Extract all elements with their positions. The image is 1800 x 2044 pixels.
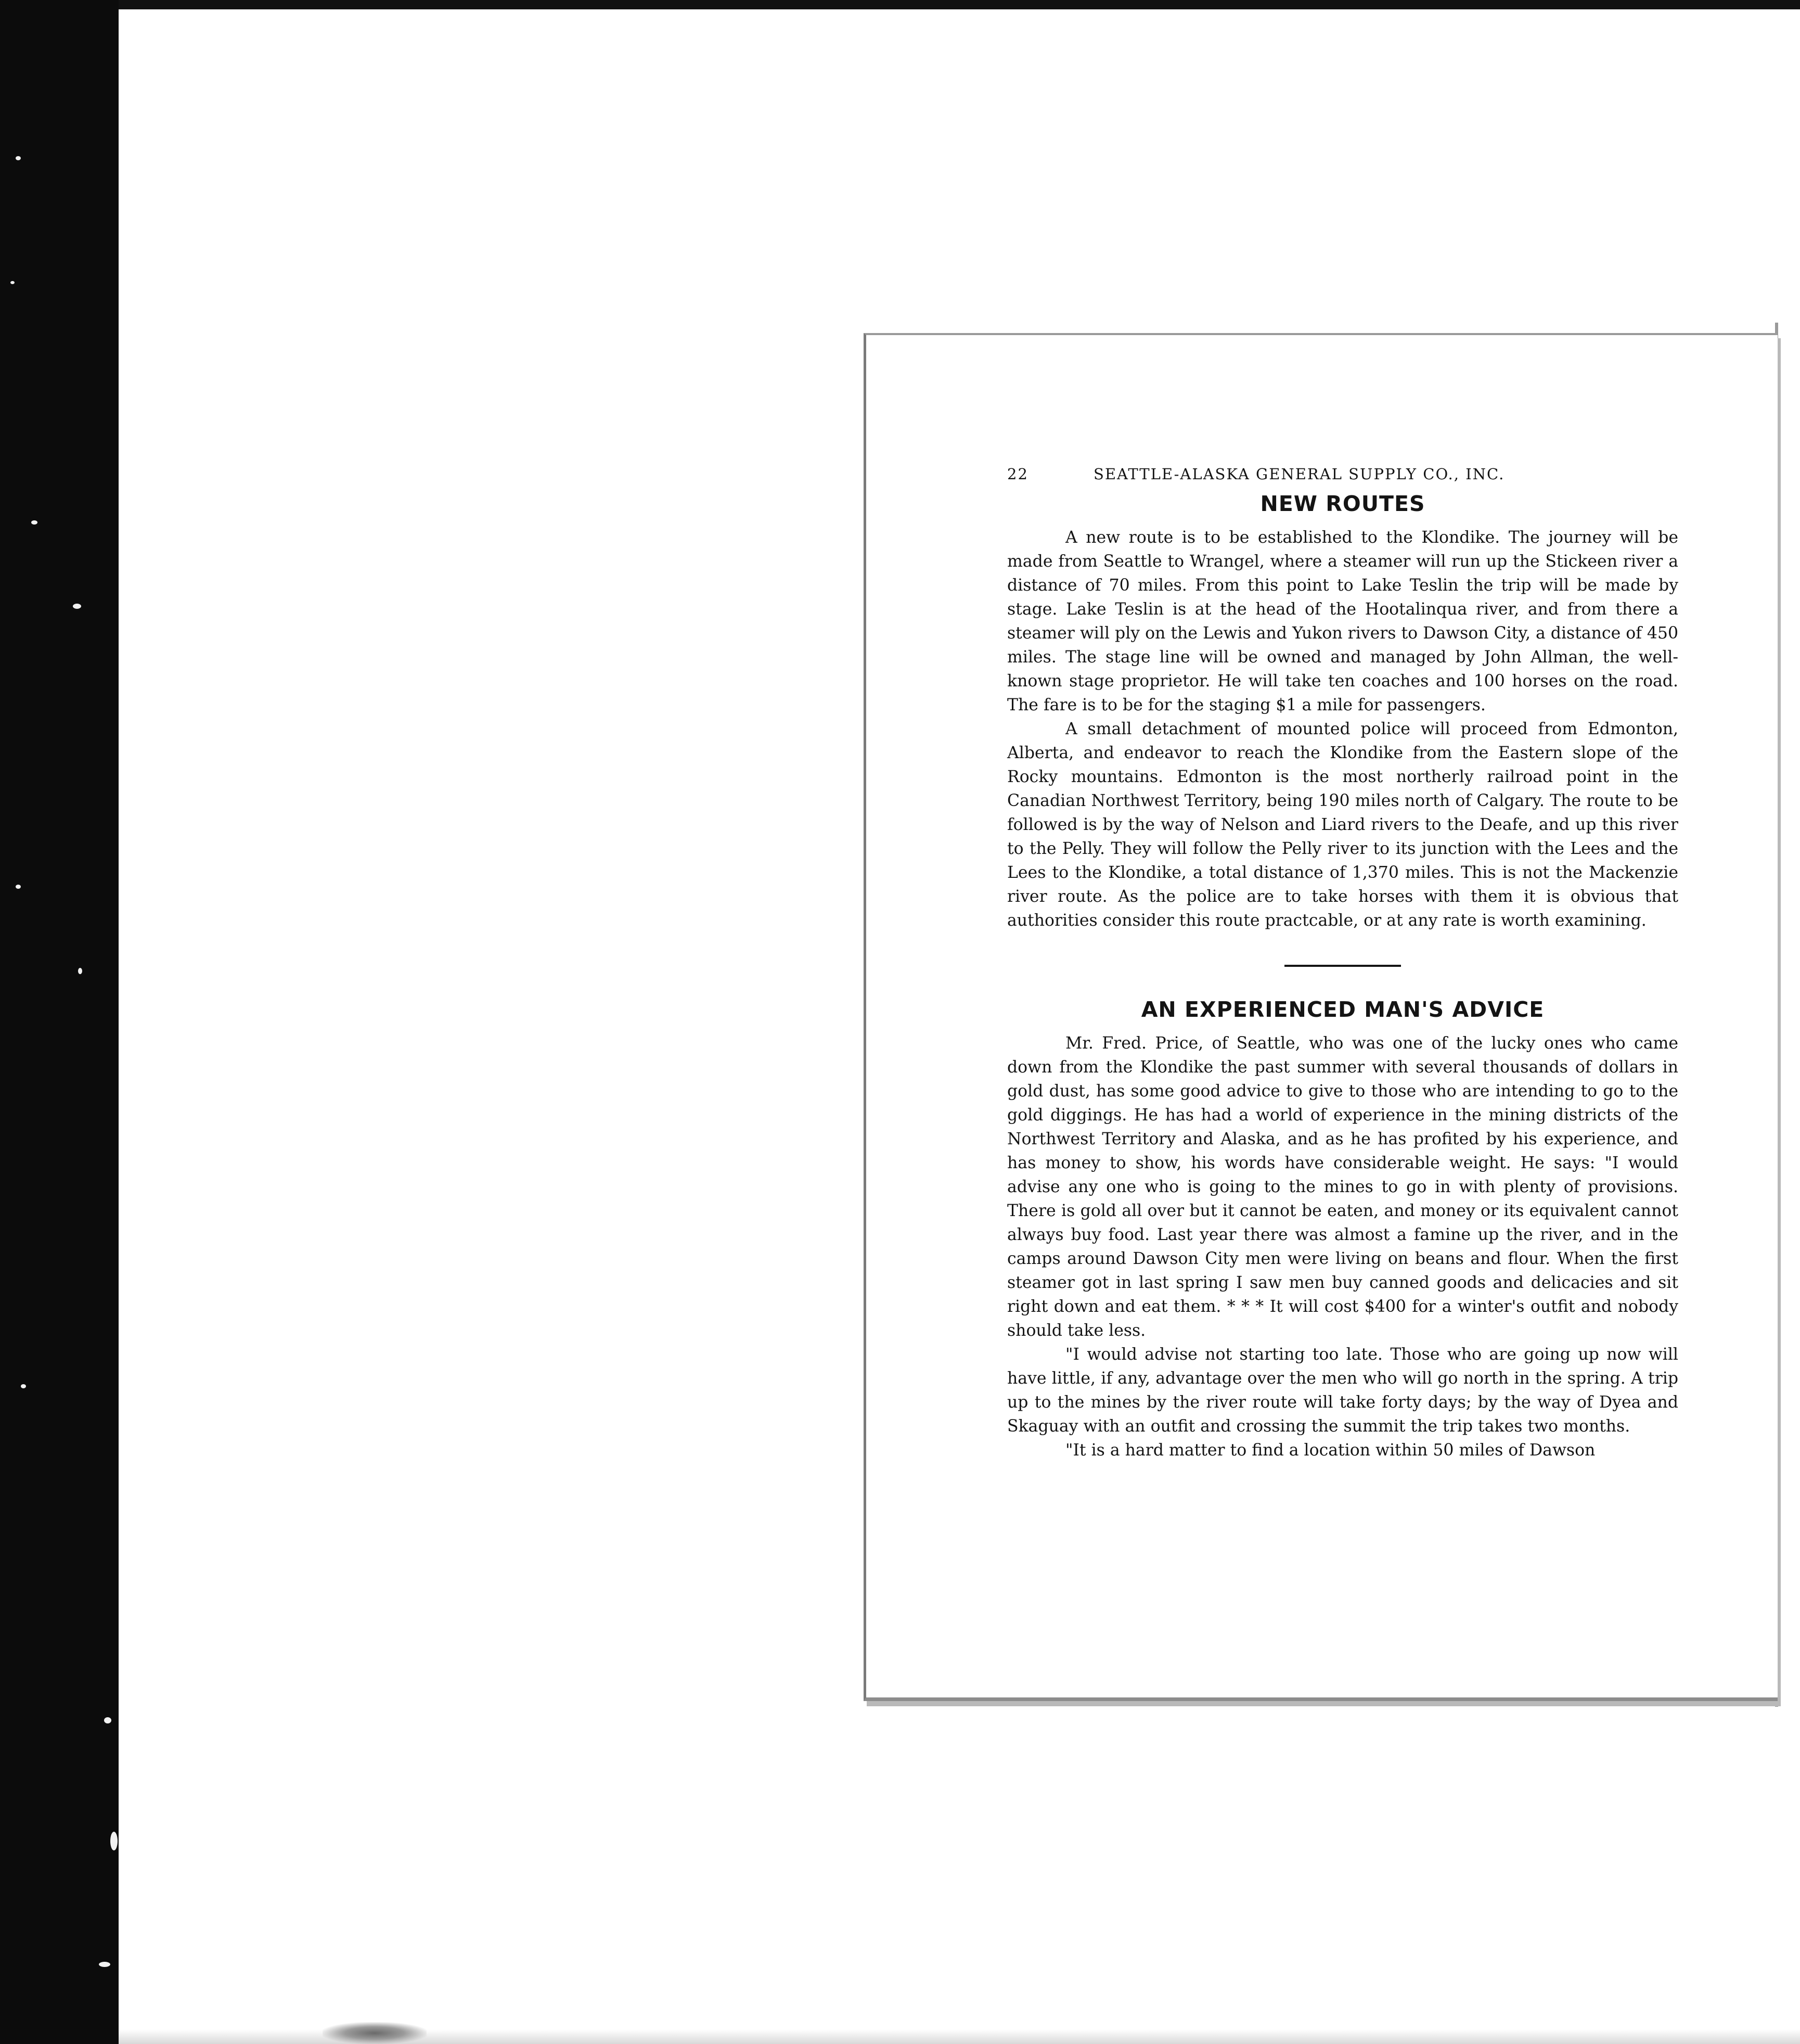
section-heading-experienced-mans-advice: AN EXPERIENCED MAN'S ADVICE [1141,997,1545,1022]
dust-speck [10,281,15,284]
section-heading-new-routes: NEW ROUTES [1260,491,1425,516]
dust-speck [21,1384,26,1388]
booklet-page [864,333,1778,1701]
scanner-edge-top [119,0,1800,9]
paragraph: A small detachment of mounted police will proceed from Edmonton, Alberta, and endeavor to reach the Klondike from the Eastern slope of the Rocky mountains. Edmonton is the most northerly railroad point in the Canadian Northwest Territory, being 190 miles north of Calgary. The route to be followed is by the way of Nelson and Liard rivers to the Deafe, and up this river to the Pelly. They will follow the Pelly river to its junction with the Lees and the Lees to the Klondike, a total distance of 1,370 miles. This is not the Mackenzie river route. As the police are to take horses with them it is obvious that authorities consider this route practcable, or at any rate is worth examining. [1007,720,1678,930]
dust-speck [73,604,81,609]
page-content [1007,465,1678,1462]
paragraph: "I would advise not starting too late. Those who are going up now will have little, if any, advantage over the men who will go north in the spring. A trip up to the mines by the river route will take forty days; by the way of Dyea and Skaguay with an outfit and crossing the summit the trip takes two months. [1007,1345,1678,1436]
scan-smudge [323,2022,427,2044]
dust-speck [99,1962,110,1967]
scanner-edge-left [0,0,119,2044]
paragraph: Mr. Fred. Price, of Seattle, who was one of the lucky ones who came down from the Klondike the past summer with several thousands of dollars in gold dust, has some good advice to give to those who are intending to go to the gold diggings. He has had a world of experience in the mining districts of the Northwest Territory and Alaska, and as he has profited by his experience, and has money to show, his words have considerable weight. He says: "I would advise any one who is going to the mines to go in with plenty of provisions. There is gold all over but it cannot be eaten, and money or its equivalent cannot always buy food. Last year there was almost a famine up the river, and in the camps around Dawson City men were living on beans and flour. When the first steamer got in last spring I saw men buy canned goods and delicacies and sit right down and eat them. * * * It will cost $400 for a winter's outfit and nobody should take less. [1007,1034,1678,1340]
dust-speck [78,968,82,974]
dust-speck [110,1832,118,1850]
dust-speck [31,520,37,525]
paragraph: A new route is to be established to the Klondike. The journey will be made from Seattle to Wrangel, where a steamer will run up the Stickeen river a distance of 70 miles. From this point to Lake Teslin the trip will be made by stage. Lake Teslin is at the head of the Hootalinqua river, and from there a steamer will ply on the Lewis and Yukon rivers to Dawson City, a distance of 450 miles. The stage line will be owned and managed by John Allman, the well-known stage proprietor. He will take ten coaches and 100 horses on the road. The fare is to be for the staging $1 a mile for passengers. [1007,528,1678,714]
paragraph: "It is a hard matter to find a location within 50 miles of Dawson [1065,1441,1596,1460]
header-title: SEATTLE-ALASKA GENERAL SUPPLY CO., INC. [1094,465,1505,483]
page-number: 22 [1007,465,1028,483]
section-divider [1284,965,1401,967]
dust-speck [104,1717,111,1723]
dust-speck [16,885,21,889]
running-header [1007,465,1678,488]
dust-speck [16,156,21,160]
